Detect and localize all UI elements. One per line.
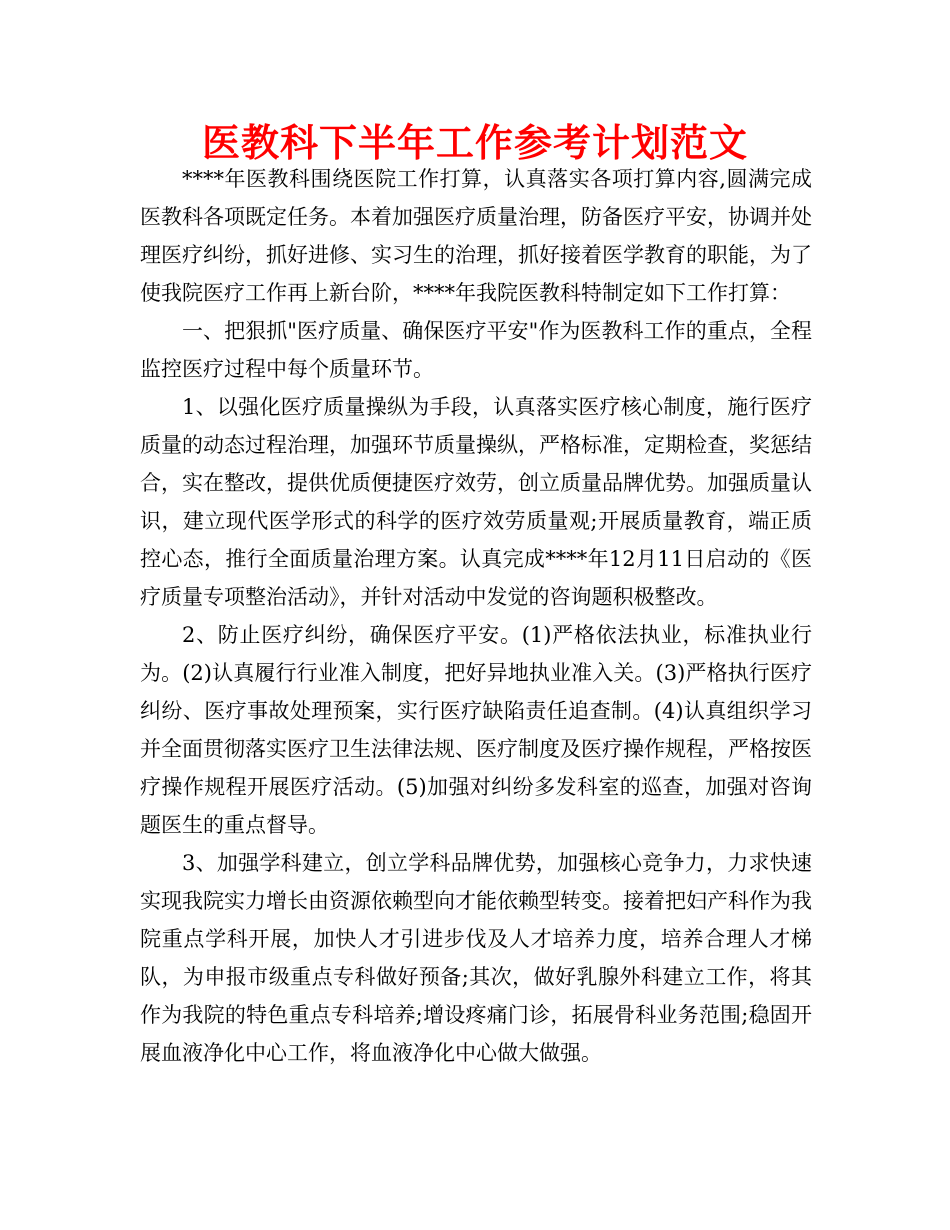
paragraph-item-2: 2、防止医疗纠纷，确保医疗平安。(1)严格依法执业，标准执业行为。(2)认真履行行业准入制度，把好异地执业准入关。(3)严格执行医疗纠纷、医疗事故处理预案，实行医疗缺陷责任追查制。(4)认真组织学习并全面贯彻落实医疗卫生法律法规、医疗制度及医疗操作规程，严格按医疗操作规程开展医疗活动。(5)加强对纠纷多发科室的巡查，加强对咨询题医生的重点督导。 — [140, 623, 812, 837]
document-body — [140, 160, 812, 1072]
paragraph-item-1: 1、以强化医疗质量操纵为手段，认真落实医疗核心制度，施行医疗质量的动态过程治理，加强环节质量操纵，严格标准，定期检查，奖惩结合，实在整改，提供优质便捷医疗效劳，创立质量品牌优势。加强质量认识，建立现代医学形式的科学的医疗效劳质量观;开展质量教育，端正质控心态，推行全面质量治理方案。认真完成****年12月11日启动的《医疗质量专项整治活动》，并针对活动中发觉的咨询题积极整改。 — [140, 395, 812, 609]
document-title: 医教科下半年工作参考计划范文 — [201, 121, 748, 165]
paragraph-item-3: 3、加强学科建立，创立学科品牌优势，加强核心竞争力，力求快速实现我院实力增长由资源依赖型向才能依赖型转变。接着把妇产科作为我院重点学科开展，加快人才引进步伐及人才培养力度，培养合理人才梯队，为申报市级重点专科做好预备;其次，做好乳腺外科建立工作，将其作为我院的特色重点专科培养;增设疼痛门诊，拓展骨科业务范围;稳固开展血液净化中心工作，将血液净化中心做大做强。 — [140, 851, 812, 1065]
paragraph-section-1: 一、把狠抓"医疗质量、确保医疗平安"作为医教科工作的重点，全程监控医疗过程中每个质量环节。 — [140, 319, 812, 381]
paragraph-intro: ****年医教科围绕医院工作打算，认真落实各项打算内容,圆满完成医教科各项既定任务。本着加强医疗质量治理，防备医疗平安，协调并处理医疗纠纷，抓好进修、实习生的治理，抓好接着医学教育的职能，为了使我院医疗工作再上新台阶，****年我院医教科特制定如下工作打算： — [140, 167, 812, 305]
